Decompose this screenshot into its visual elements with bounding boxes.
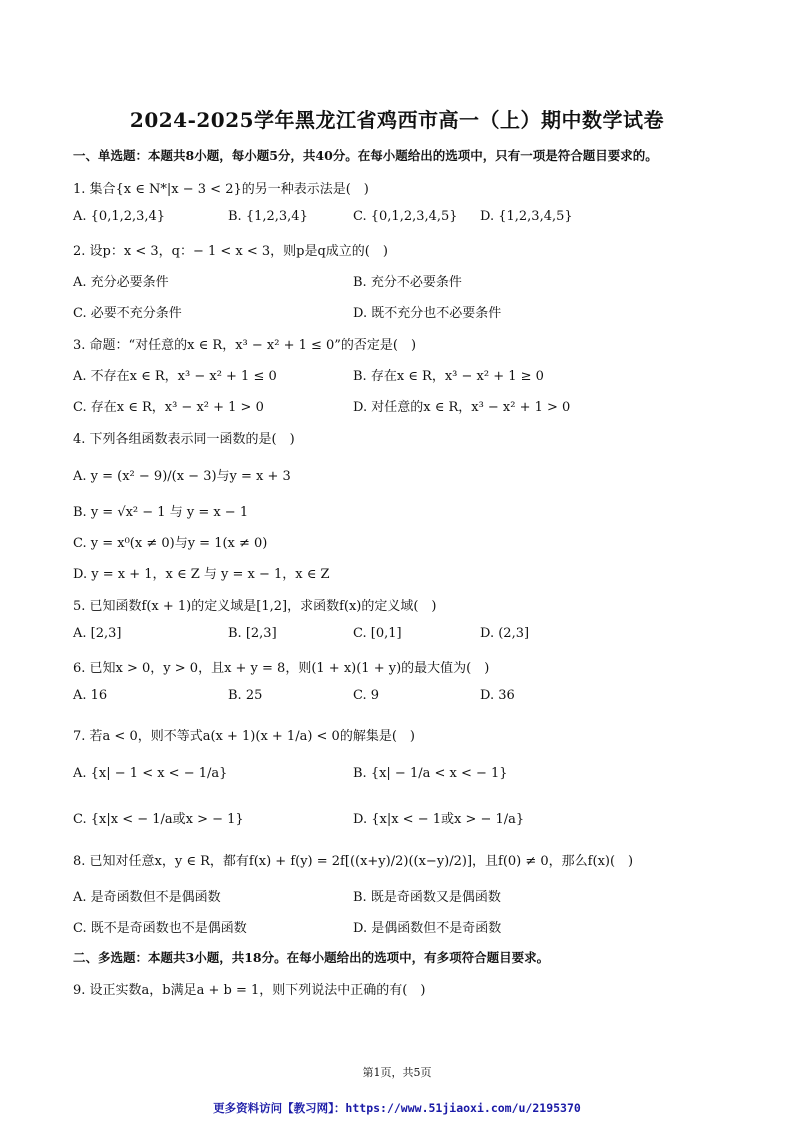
q1-option-d: D. {1,2,3,4,5} bbox=[480, 209, 573, 224]
question-4-stem: 4. 下列各组函数表示同一函数的是( ) bbox=[73, 432, 295, 447]
q3-option-b: B. 存在x ∈ R，x³ − x² + 1 ≥ 0 bbox=[353, 369, 544, 384]
question-5-stem: 5. 已知函数f(x + 1)的定义域是[1,2]，求函数f(x)的定义域( ) bbox=[73, 599, 437, 614]
q7-option-c: C. {x|x < − 1/a或x > − 1} bbox=[73, 812, 244, 827]
question-8-stem: 8. 已知对任意x，y ∈ R，都有f(x) + f(y) = 2f[((x+y)/2)((x−y)/2)]，且f(0) ≠ 0，那么f(x)( ) bbox=[73, 854, 634, 869]
q6-option-a: A. 16 bbox=[73, 688, 108, 703]
page-number-footer: 第1页，共5页 bbox=[362, 1066, 432, 1079]
q3-option-c: C. 存在x ∈ R，x³ − x² + 1 > 0 bbox=[73, 400, 264, 415]
q5-option-b: B. [2,3] bbox=[228, 626, 277, 641]
q2-option-b: B. 充分不必要条件 bbox=[353, 275, 462, 290]
q2-option-a: A. 充分必要条件 bbox=[73, 275, 169, 290]
question-2-stem: 2. 设p：x < 3，q：− 1 < x < 3，则p是q成立的( ) bbox=[73, 244, 388, 259]
page-title: 2024-2025学年黑龙江省鸡西市高一（上）期中数学试卷 bbox=[129, 108, 665, 132]
q8-option-a: A. 是奇函数但不是偶函数 bbox=[73, 890, 221, 905]
q1-option-a: A. {0,1,2,3,4} bbox=[73, 209, 166, 224]
question-6-stem: 6. 已知x > 0，y > 0，且x + y = 8，则(1 + x)(1 + y)的最大值为( ) bbox=[73, 661, 490, 676]
q4-option-d: D. y = x + 1，x ∈ Z 与 y = x − 1，x ∈ Z bbox=[73, 567, 330, 582]
q2-option-d: D. 既不充分也不必要条件 bbox=[353, 306, 502, 321]
question-3-stem: 3. 命题：“对任意的x ∈ R，x³ − x² + 1 ≤ 0”的否定是( ) bbox=[73, 338, 417, 353]
q7-option-d: D. {x|x < − 1或x > − 1/a} bbox=[353, 812, 525, 827]
q3-option-a: A. 不存在x ∈ R，x³ − x² + 1 ≤ 0 bbox=[73, 369, 277, 384]
q1-option-b: B. {1,2,3,4} bbox=[228, 209, 308, 224]
resource-link[interactable]: 更多资料访问【教习网】：https://www.51jiaoxi.com/u/2195370 bbox=[213, 1101, 581, 1115]
q5-option-a: A. [2,3] bbox=[73, 626, 122, 641]
q4-option-a: A. y = (x² − 9)/(x − 3)与y = x + 3 bbox=[73, 469, 291, 484]
question-9-stem: 9. 设正实数a，b满足a + b = 1，则下列说法中正确的有( ) bbox=[73, 983, 426, 998]
q8-option-c: C. 既不是奇函数也不是偶函数 bbox=[73, 921, 247, 936]
q8-option-d: D. 是偶函数但不是奇函数 bbox=[353, 921, 502, 936]
section-heading-single-choice: 一、单选题：本题共8小题，每小题5分，共40分。在每小题给出的选项中，只有一项是符合题目要求的。 bbox=[73, 148, 658, 163]
q6-option-c: C. 9 bbox=[353, 688, 380, 703]
q7-option-b: B. {x| − 1/a < x < − 1} bbox=[353, 766, 508, 781]
q6-option-d: D. 36 bbox=[480, 688, 515, 703]
question-7-stem: 7. 若a < 0，则不等式a(x + 1)(x + 1/a) < 0的解集是( ) bbox=[73, 729, 415, 744]
q5-option-d: D. (2,3] bbox=[480, 626, 530, 641]
q2-option-c: C. 必要不充分条件 bbox=[73, 306, 182, 321]
q7-option-a: A. {x| − 1 < x < − 1/a} bbox=[73, 766, 228, 781]
q5-option-c: C. [0,1] bbox=[353, 626, 402, 641]
question-1-stem: 1. 集合{x ∈ N*|x − 3 < 2}的另一种表示法是( ) bbox=[73, 182, 369, 197]
q6-option-b: B. 25 bbox=[228, 688, 263, 703]
q3-option-d: D. 对任意的x ∈ R，x³ − x² + 1 > 0 bbox=[353, 400, 571, 415]
q8-option-b: B. 既是奇函数又是偶函数 bbox=[353, 890, 501, 905]
q4-option-c: C. y = x⁰(x ≠ 0)与y = 1(x ≠ 0) bbox=[73, 536, 268, 551]
q1-option-c: C. {0,1,2,3,4,5} bbox=[353, 209, 458, 224]
q4-option-b: B. y = √x² − 1 与 y = x − 1 bbox=[73, 505, 249, 520]
section-heading-multi-choice: 二、多选题：本题共3小题，共18分。在每小题给出的选项中，有多项符合题目要求。 bbox=[73, 950, 550, 965]
